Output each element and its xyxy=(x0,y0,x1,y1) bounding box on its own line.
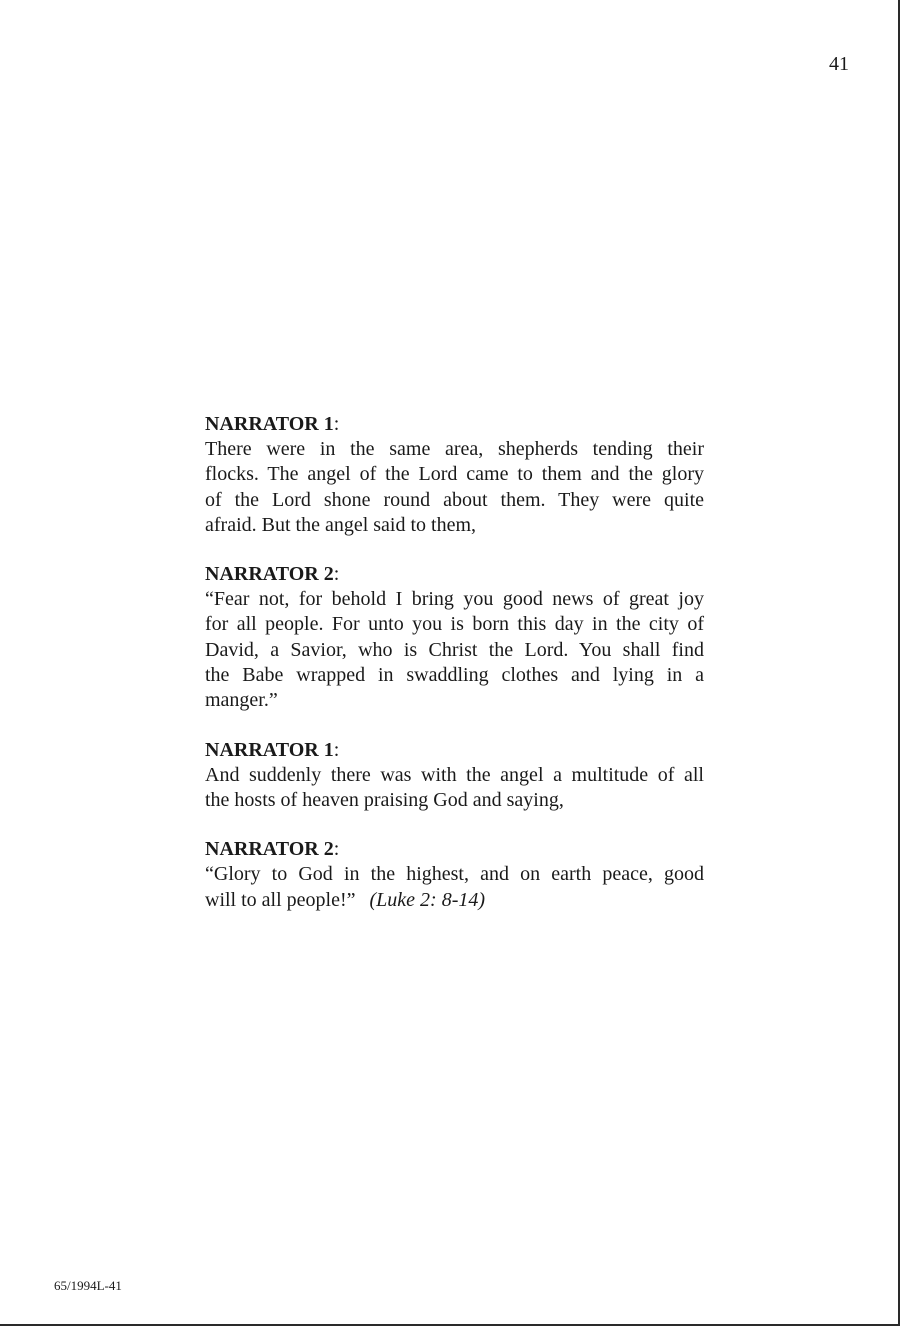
dialogue-line: “Glory to God in the highest, and on earth peace, good xyxy=(205,863,704,886)
speaker-colon: : xyxy=(333,563,340,586)
dialogue-line: “Fear not, for behold I bring you good news of great joy xyxy=(205,588,704,611)
speaker-colon: : xyxy=(333,738,340,761)
dialogue-line: manger.” xyxy=(205,689,278,712)
script-block-narrator-2-fear-not xyxy=(205,562,704,713)
script-body xyxy=(205,412,704,937)
script-block-narrator-2-glory xyxy=(205,837,704,913)
dialogue-line: for all people. For unto you is born this day in the city of xyxy=(205,613,704,636)
footer-document-code: 65/1994L-41 xyxy=(54,1278,122,1293)
dialogue-line: David, a Savior, who is Christ the Lord. You shall find xyxy=(205,638,704,661)
dialogue-line: afraid. But the angel said to them, xyxy=(205,513,477,536)
speaker-colon: : xyxy=(333,838,340,861)
speaker-label xyxy=(205,562,704,587)
speaker-name: NARRATOR 1 xyxy=(205,413,334,435)
dialogue-line: And suddenly there was with the angel a multitude of all xyxy=(205,763,704,786)
dialogue-text: will to all people!” xyxy=(205,888,356,911)
speaker-colon: : xyxy=(333,413,340,435)
dialogue-line: the Babe wrapped in swaddling clothes and lying in a xyxy=(205,664,704,687)
script-block-narrator-1-multitude xyxy=(205,738,704,814)
dialogue-line-with-citation xyxy=(205,888,704,913)
page-number: 41 xyxy=(829,53,849,75)
speaker-name: NARRATOR 2 xyxy=(205,838,334,861)
scripture-citation: (Luke 2: 8-14) xyxy=(369,888,486,911)
speaker-label xyxy=(205,738,704,763)
dialogue-line: of the Lord shone round about them. They were quite xyxy=(205,488,704,511)
speaker-label xyxy=(205,412,704,437)
dialogue-line: There were in the same area, shepherds tending their xyxy=(205,438,704,460)
speaker-name: NARRATOR 1 xyxy=(205,738,334,761)
script-block-narrator-1-shepherds xyxy=(205,412,704,538)
dialogue-line: flocks. The angel of the Lord came to them and the glory xyxy=(205,463,704,486)
dialogue-line: the hosts of heaven praising God and saying, xyxy=(205,788,564,811)
speaker-name: NARRATOR 2 xyxy=(205,563,334,586)
speaker-label xyxy=(205,837,704,862)
